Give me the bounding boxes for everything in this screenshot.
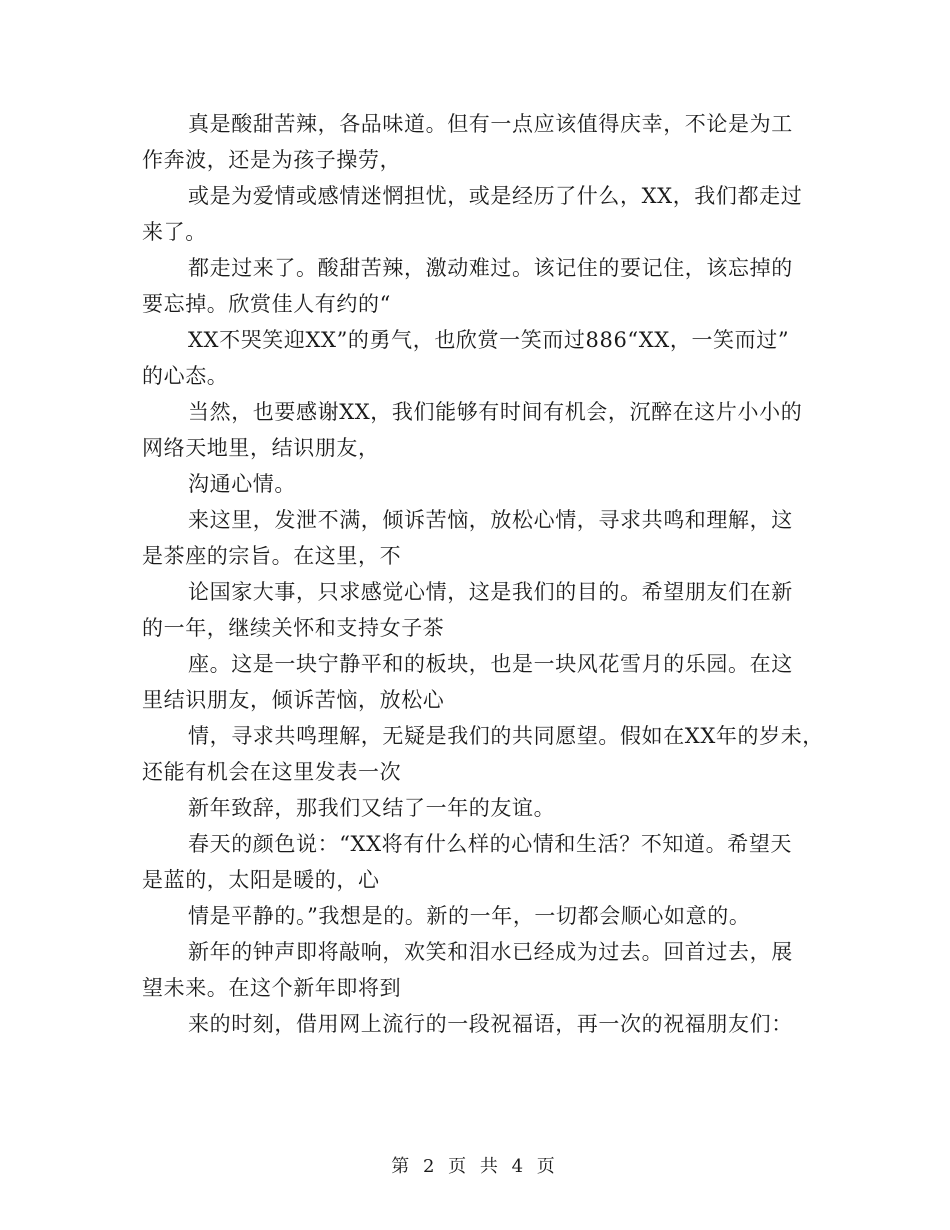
paragraph-line: 论国家大事，只求感觉心情，这是我们的目的。希望朋友们在新 [188,580,793,604]
paragraph-line: 都走过来了。酸甜苦辣，激动难过。该记住的要记住，该忘掉的 [188,256,793,280]
paragraph-line: 春天的颜色说：“XX将有什么样的心情和生活？不知道。希望天 [188,832,793,856]
paragraph-line: 情，寻求共鸣理解，无疑是我们的共同愿望。假如在XX年的岁未， [188,724,824,748]
paragraph-line: 要忘掉。欣赏佳人有约的“ [142,292,391,316]
paragraph-line: 当然，也要感谢XX，我们能够有时间有机会，沉醉在这片小小的 [188,400,803,424]
paragraph-line: 网络天地里，结识朋友， [142,436,380,460]
paragraph-line: 还能有机会在这里发表一次 [142,760,402,784]
page-number-label: 第 2 页 共 4 页 [391,1156,559,1177]
paragraph-line: 里结识朋友，倾诉苦恼，放松心 [142,688,445,712]
paragraph-line: 或是为爱情或感情迷惘担忧，或是经历了什么，XX，我们都走过 [188,184,803,208]
paragraph-line: 是茶座的宗旨。在这里，不 [142,544,402,568]
paragraph-line: 来的时刻，借用网上流行的一段祝福语，再一次的祝福朋友们： [188,1012,793,1036]
paragraph-line: 的心态。 [142,364,229,388]
document-body [142,106,822,1042]
paragraph-line: 新年的钟声即将敲响，欢笑和泪水已经成为过去。回首过去，展 [188,940,793,964]
paragraph-line: 新年致辞，那我们又结了一年的友谊。 [188,796,556,820]
paragraph-line: 的一年，继续关怀和支持女子茶 [142,616,445,640]
paragraph-line: XX不哭笑迎XX”的勇气，也欣赏一笑而过886“XX，一笑而过” [188,328,790,352]
paragraph-line: 望未来。在这个新年即将到 [142,976,402,1000]
paragraph-line: 作奔波，还是为孩子操劳， [142,148,402,172]
paragraph-line: 座。这是一块宁静平和的板块，也是一块风花雪月的乐园。在这 [188,652,793,676]
paragraph-line: 来了。 [142,220,207,244]
paragraph-line: 真是酸甜苦辣，各品味道。但有一点应该值得庆幸，不论是为工 [188,112,793,136]
paragraph-line: 来这里，发泄不满，倾诉苦恼，放松心情，寻求共鸣和理解，这 [188,508,793,532]
paragraph-line: 是蓝的，太阳是暖的，心 [142,868,380,892]
paragraph-line: 情是平静的。”我想是的。新的一年，一切都会顺心如意的。 [188,904,751,928]
paragraph-line: 沟通心情。 [188,472,296,496]
page-footer [0,1152,950,1178]
